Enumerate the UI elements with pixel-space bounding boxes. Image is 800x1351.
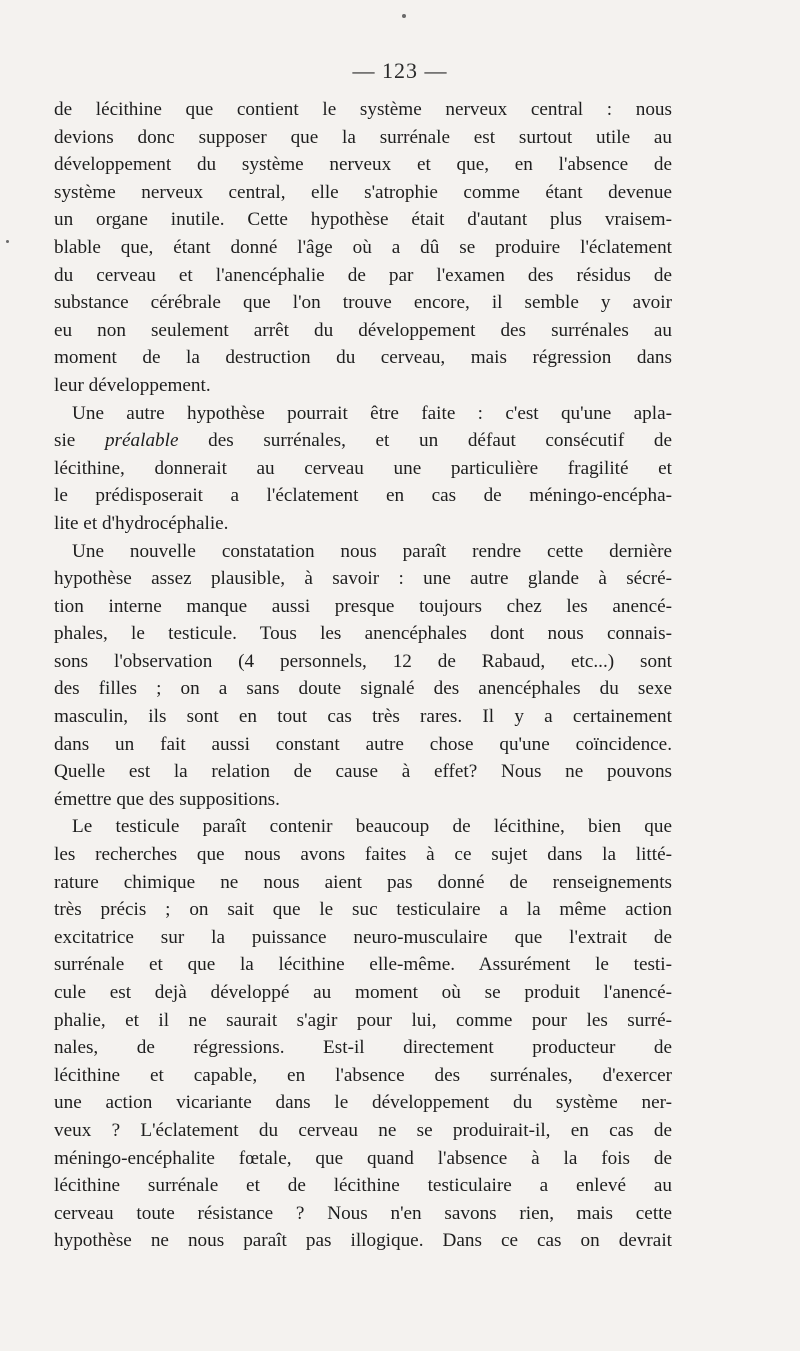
text-line: système nerveux central, elle s'atrophie comme étant devenue [54,181,672,203]
text-line: devions donc supposer que la surrénale est surtout utile au [54,126,672,148]
text-line: dans un fait aussi constant autre chose qu'une coïncidence. [54,733,672,755]
text-line: lécithine, donnerait au cerveau une particulière fragilité et [54,457,672,479]
text-line: masculin, ils sont en tout cas très rares. Il y a certainement [54,706,672,728]
text-line: très précis ; on sait que le suc testiculaire a la même action [54,899,672,921]
text-line: lécithine et capable, en l'absence des surrénales, d'exercer [54,1064,672,1086]
text-line: hypothèse assez plausible, à savoir : une autre glande à sécré- [54,568,672,590]
text-line: leur développement. [54,374,211,396]
text-line: Une nouvelle constatation nous paraît rendre cette dernière [72,540,672,562]
text-line: Quelle est la relation de cause à effet? Nous ne pouvons [54,761,672,783]
text-line: phales, le testicule. Tous les anencéphales dont nous connais- [54,623,672,645]
text-line: les recherches que nous avons faites à ce sujet dans la litté- [54,844,672,866]
text-line: phalie, et il ne saurait s'agir pour lui, comme pour les surré- [54,1009,672,1031]
italic-word: préalable [104,430,179,452]
text-line: hypothèse ne nous paraît pas illogique. Dans ce cas on devrait [54,1230,672,1252]
ink-speck [402,14,406,18]
text-line: eu non seulement arrêt du développement des surrénales au [54,319,672,341]
text-line: Une autre hypothèse pourrait être faite : c'est qu'une apla- [72,402,672,424]
body-text [54,96,672,1255]
text-line: méningo-encéphalite fœtale, que quand l'absence à la fois de [54,1147,672,1169]
text-line: le prédisposerait a l'éclatement en cas de méningo-encépha- [54,485,672,507]
text-line: une action vicariante dans le développement du système ner- [54,1092,672,1114]
text-line: des filles ; on a sans doute signalé des anencéphales du sexe [54,678,672,700]
text-line: du cerveau et l'anencéphalie de par l'examen des résidus de [54,264,672,286]
text-line: sons l'observation (4 personnels, 12 de Rabaud, etc...) sont [54,650,672,672]
text-line: rature chimique ne nous aient pas donné de renseignements [54,871,672,893]
text-line: tion interne manque aussi presque toujours chez les anencé- [54,595,672,617]
text-line: lécithine surrénale et de lécithine testiculaire a enlevé au [54,1175,672,1197]
text-line: de lécithine que contient le système nerveux central : nous [54,99,672,120]
text-line: blable que, étant donné l'âge où a dû se produire l'éclatement [54,236,672,258]
text-line: Le testicule paraît contenir beaucoup de lécithine, bien que [72,816,672,838]
text-line: excitatrice sur la puissance neuro-musculaire que l'extrait de [54,926,672,948]
text-line: nales, de régressions. Est-il directement producteur de [54,1037,672,1059]
text-line: surrénale et que la lécithine elle-même. Assurément le testi- [54,954,672,976]
page-number: — 123 — [352,58,448,83]
ink-speck [6,240,9,243]
text-line: sie préalable des surrénales, et un défaut consécutif de [54,430,672,452]
text-line: cule est dejà développé au moment où se produit l'anencé- [54,982,672,1003]
text-line: lite et d'hydrocéphalie. [54,512,229,534]
text-line: émettre que des suppositions. [54,788,280,810]
text-line: cerveau toute résistance ? Nous n'en savons rien, mais cette [54,1202,672,1224]
text-line: moment de la destruction du cerveau, mais régression dans [54,347,672,369]
text-line: substance cérébrale que l'on trouve encore, il semble y avoir [54,292,672,314]
text-line: veux ? L'éclatement du cerveau ne se produirait-il, en cas de [54,1119,672,1141]
text-line: un organe inutile. Cette hypothèse était d'autant plus vraisem- [54,209,672,231]
text-line: développement du système nerveux et que, en l'absence de [54,154,672,176]
